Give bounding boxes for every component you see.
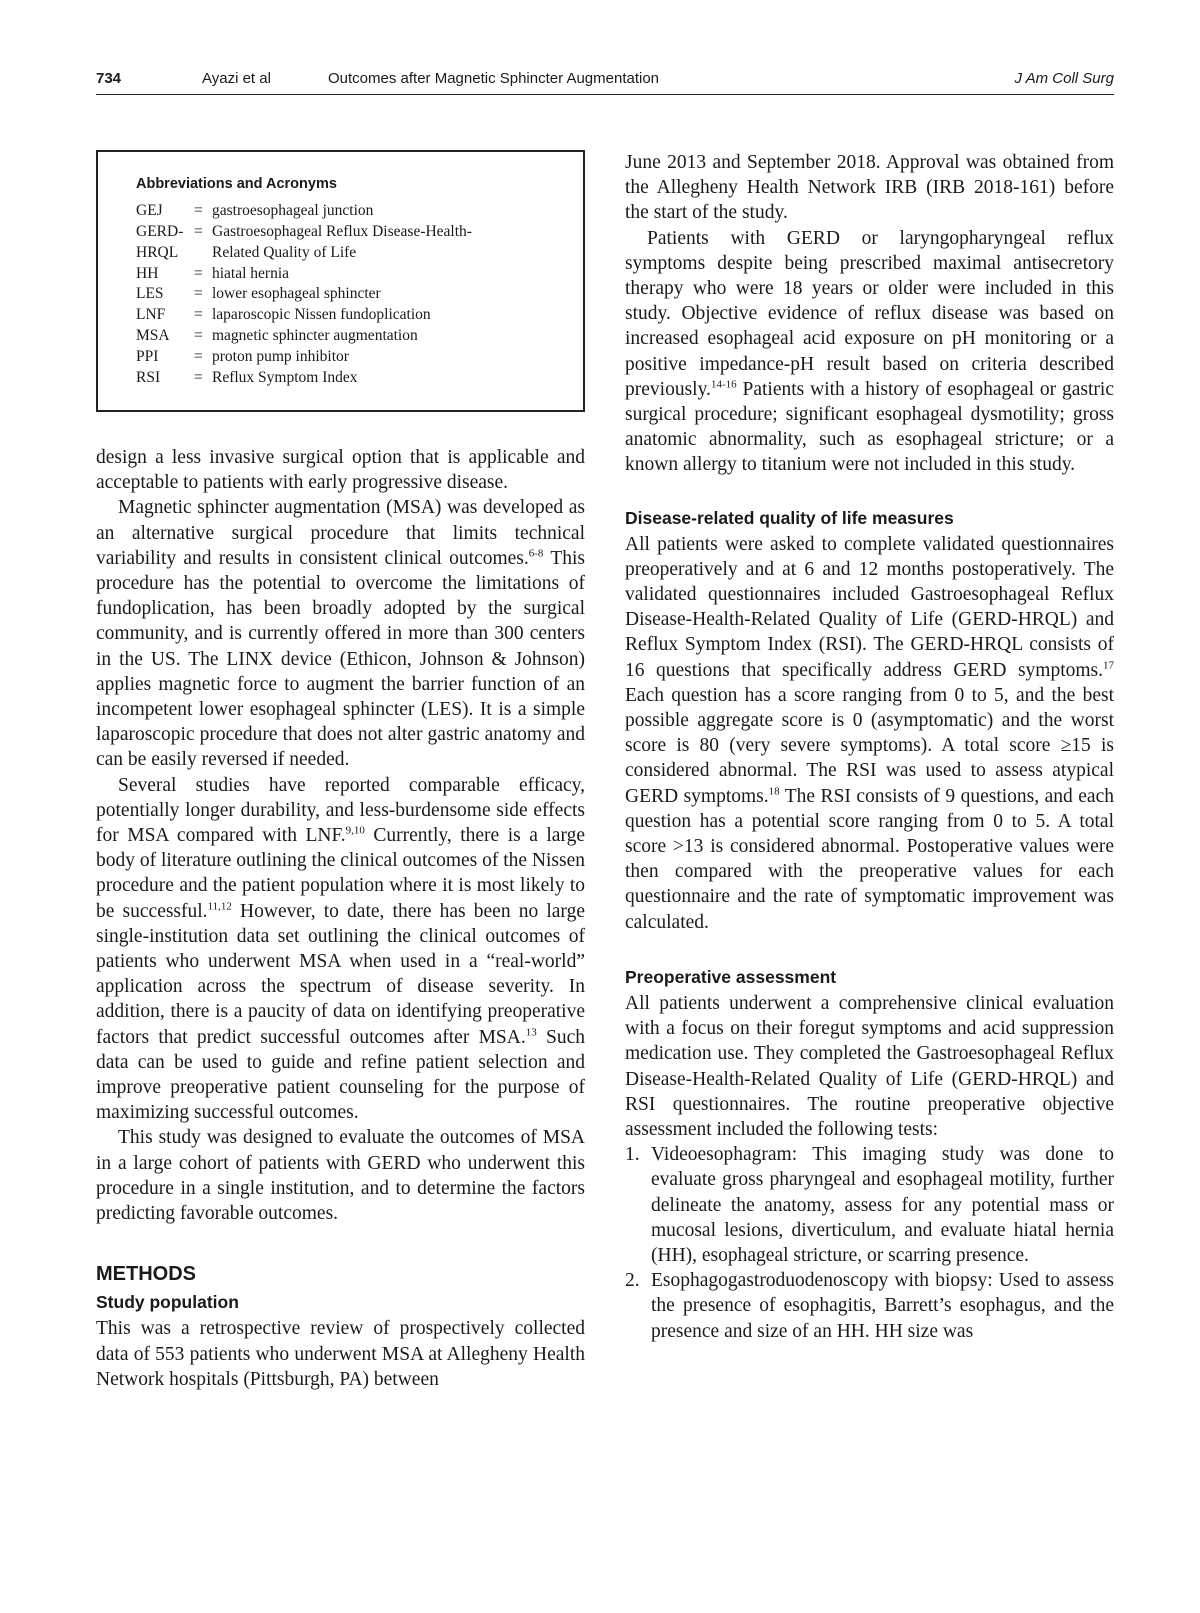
abbreviation-definition: Gastroesophageal Reflux Disease-Health- [212, 223, 472, 240]
preoperative-paragraph [625, 991, 1114, 1142]
body-text: This was a retrospective review of prospectively collected data of 553 patients who underwent MSA at Allegheny Health Network hospitals (Pittsburgh, PA) between [96, 1318, 585, 1390]
body-text: All patients underwent a comprehensive clinical evaluation with a focus on their foregut symptoms and acid suppression medication use. They completed the Gastroesophageal Reflux Disease-Health-Related Quality of Life (GERD-HRQL) and RSI questionnaires. The routine preoperative objective assessment included the following tests: [625, 992, 1114, 1140]
body-text: June 2013 and September 2018. Approval was obtained from the Allegheny Health Network IRB (IRB 2018-161) before the start of the study. [625, 152, 1114, 224]
intro-text: Magnetic sphincter augmentation (MSA) was developed as an alternative surgical procedure that limits technical variability and results in consistent clinical outcomes. [96, 497, 585, 569]
abbreviation-key: LES [136, 285, 164, 303]
intro-paragraph-1 [96, 445, 585, 495]
body-text: Patients with GERD or laryngopharyngeal reflux symptoms despite being prescribed maximal antisecretory therapy who were 18 years or older were included in this study. Objective evidence of reflux disease was based on increased esophageal acid exposure on pH monitoring or a positive impedance-pH result based on criteria described previously. [625, 227, 1114, 400]
abbreviation-definition: proton pump inhibitor [212, 347, 349, 365]
abbreviation-row [136, 326, 583, 347]
body-text: Patients with a history of esophageal or gastric surgical procedure; significant esophageal dysmotility; gross anatomic abnormality, such as esophageal stricture; or a known allergy to titanium were not included in this study. [625, 378, 1114, 476]
tests-list [625, 1142, 1114, 1344]
citation: 13 [525, 1026, 537, 1039]
abbreviation-key: PPI [136, 347, 159, 365]
citation: 14-16 [710, 378, 737, 391]
abbreviation-key: MSA [136, 326, 170, 344]
abbreviation-definition: magnetic sphincter augmentation [212, 326, 418, 344]
citation: 17 [1103, 659, 1114, 672]
body-text: The RSI consists of 9 questions, and each question has a potential score ranging from 0 to 5. A total score >13 is considered abnormal. Postoperative values were then compared with the preoperative values for each questionnaire and the rate of symptomatic improvement was calculated. [625, 785, 1114, 933]
abbreviation-definition: lower esophageal sphincter [212, 285, 381, 303]
abbreviation-definition: gastroesophageal junction [212, 202, 374, 220]
intro-paragraph-4 [96, 1125, 585, 1226]
methods-heading: METHODS [96, 1263, 196, 1286]
abbreviation-key: LNF [136, 306, 166, 324]
preoperative-heading: Preoperative assessment [625, 966, 837, 987]
intro-paragraph-2 [96, 495, 585, 772]
abbreviation-definition: Reflux Symptom Index [212, 368, 358, 386]
intro-paragraph-3 [96, 773, 585, 1126]
abbreviation-equals: = [194, 368, 203, 386]
body-text: Each question has a score ranging from 0 to 5, and the best possible aggregate score is 0 (asymptomatic) and the worst score is 80 (very severe symptoms). A total score ≥15 is considered abnormal. The RSI was used to assess atypical GERD symptoms. [625, 684, 1114, 807]
journal-name: J Am Coll Surg [1014, 70, 1114, 87]
list-number: 1. [625, 1144, 640, 1166]
list-item-text: Esophagogastroduodenoscopy with biopsy: Used to assess the presence of esophagitis, Barrett’s esophagus, and the presence and size of an HH. HH size was [651, 1270, 1114, 1342]
abbreviation-definition: Related Quality of Life [212, 243, 357, 261]
abbreviation-equals [194, 243, 212, 264]
citation: 9,10 [345, 824, 365, 837]
list-item [625, 1268, 1114, 1344]
running-header [96, 66, 1114, 95]
running-authors: Ayazi et al [202, 70, 271, 87]
citation: 6-8 [528, 547, 544, 560]
intro-text: design a less invasive surgical option that is applicable and acceptable to patients with early progressive disease. [96, 447, 585, 494]
page-number: 734 [96, 70, 122, 87]
study-population-paragraph [96, 1316, 585, 1392]
intro-text: Several studies have reported comparable efficacy, potentially longer durability, and less-burdensome side effects for MSA compared with LNF. [96, 774, 585, 847]
qol-heading: Disease-related quality of life measures [625, 507, 954, 528]
abbreviation-row [136, 264, 583, 285]
list-item-text: Videoesophagram: This imaging study was done to evaluate gross pharyngeal and esophageal motility, further delineate the anatomy, assess for any potential mass or mucosal lesions, diverticulum, and evaluate hiatal hernia (HH), esophageal stricture, or scarring presence. [651, 1144, 1114, 1266]
right-column [625, 150, 1114, 1344]
abbreviation-row [136, 368, 583, 389]
list-item [625, 1142, 1114, 1268]
abbreviation-definition: hiatal hernia [212, 264, 290, 282]
abbreviations-title: Abbreviations and Acronyms [136, 176, 337, 192]
abbreviation-row [136, 284, 583, 305]
body-text: All patients were asked to complete validated questionnaires preoperatively and at 6 and 12 months postoperatively. The validated questionnaires included Gastroesophageal Reflux Disease-Health-Related Quality of Life (GERD-HRQL) and Reflux Symptom Index (RSI). The GERD-HRQL consists of 16 questions that specifically address GERD symptoms. [625, 533, 1114, 681]
abbreviations-box [96, 150, 585, 412]
intro-text: Such data can be used to guide and refine patient selection and improve preoperative patient counseling for the purpose of maximizing successful outcomes. [96, 1026, 585, 1124]
intro-text: Currently, there is a large body of literature outlining the clinical outcomes of the Nissen procedure and the patient population where it is most likely to be successful. [96, 825, 586, 922]
intro-text: This study was designed to evaluate the outcomes of MSA in a large cohort of patients with GERD who underwent this procedure in a single institution, and to determine the factors predicting favorable outcomes. [96, 1127, 585, 1225]
citation: 18 [768, 785, 780, 798]
abbreviation-equals: = [194, 264, 203, 282]
abbreviation-row [136, 305, 583, 326]
abbreviation-row [136, 243, 583, 264]
running-title: Outcomes after Magnetic Sphincter Augmentation [328, 70, 660, 87]
abbreviation-key: HH [136, 264, 159, 282]
qol-paragraph [625, 532, 1114, 935]
study-population-continued [625, 150, 1114, 226]
inclusion-paragraph [625, 226, 1114, 478]
abbreviation-key: GEJ [136, 202, 163, 220]
abbreviation-key: GERD- [136, 223, 184, 240]
abbreviation-row [136, 347, 583, 368]
abbreviation-equals: = [194, 347, 203, 365]
abbreviation-row [136, 222, 583, 243]
abbreviation-equals: = [194, 285, 203, 303]
abbreviation-equals: = [194, 223, 203, 240]
citation: 11,12 [207, 900, 232, 913]
intro-text: However, to date, there has been no large single-institution data set outlining the clinical outcomes of patients who underwent MSA when used in a “real-world” application across the spectrum of disease severity. In addition, there is a paucity of data on identifying preoperative factors that predict successful outcomes after MSA. [96, 900, 585, 1048]
abbreviation-equals: = [194, 306, 203, 324]
abbreviation-key: RSI [136, 368, 161, 386]
study-population-heading: Study population [96, 1292, 239, 1313]
abbreviation-row [136, 201, 583, 222]
left-column [96, 150, 585, 1392]
abbreviation-equals: = [194, 326, 203, 344]
abbreviation-equals: = [194, 202, 203, 220]
intro-text: This procedure has the potential to overcome the limitations of fundoplication, has been broadly adopted by the surgical community, and is currently offered in more than 300 centers in the US. The LINX device (Ethicon, Johnson & Johnson) applies magnetic force to augment the barrier function of an incompetent lower esophageal sphincter (LES). It is a simple laparoscopic procedure that does not alter gastric anatomy and can be easily reversed if needed. [96, 547, 585, 771]
abbreviation-key: HRQL [136, 243, 179, 261]
list-number: 2. [625, 1270, 640, 1292]
abbreviation-definition: laparoscopic Nissen fundoplication [212, 306, 431, 324]
